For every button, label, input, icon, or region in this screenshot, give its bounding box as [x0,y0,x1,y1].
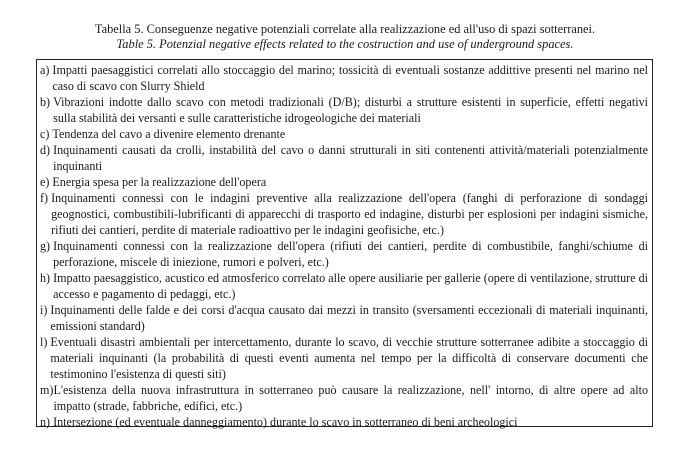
item-label: l) [40,335,51,349]
list-item-b [40,94,648,126]
item-label: n) [40,415,54,429]
table-caption [0,22,690,52]
caption-english: Table 5. Potenzial negative effects related to the costruction and use of underground spaces. [116,37,574,51]
item-label: d) [40,143,54,157]
item-text: Tendenza del cavo a divenire elemento drenante [52,127,286,141]
item-label: h) [40,271,54,285]
item-label: i) [40,303,51,317]
item-label: g) [40,239,54,253]
list-item-i [40,302,648,334]
list-item-h [40,270,648,302]
list-item-l [40,334,648,382]
item-text: Vibrazioni indotte dallo scavo con metodi tradizionali (D/B); disturbi a strutture esistenti in superficie, effetti negativi sulla stabilità dei versanti e sulle caratteristiche idrogeologiche dei materiali [53,95,648,125]
item-text: Eventuali disastri ambientali per intercettamento, durante lo scavo, di vecchie strutture sotterranee adibite a stoccaggio di materiali inquinanti (la probabilità di questi eventi aumenta nel tempo per la difficoltà di conservare documenti che testimonino l'esistenza di questi siti) [50,335,648,381]
item-text: Impatti paesaggistici correlati allo stoccaggio del marino; tossicità di eventuali sostanze addittive presenti nel marino nel caso di scavo con Slurry Shield [52,63,648,93]
list-item-c [40,126,648,142]
item-text: Inquinamenti connessi con la realizzazione dell'opera (rifiuti dei cantieri, perdite di combustibile, fanghi/schiume di perforazione, miscele di iniezione, rumori e polveri, etc.) [53,239,648,269]
item-text: Energia spesa per la realizzazione dell'opera [52,175,267,189]
list-item-a [40,62,648,94]
item-label: a) [40,63,53,77]
effects-table [36,59,653,427]
item-label: b) [40,95,54,109]
item-text: Inquinamenti causati da crolli, instabilità del cavo o danni strutturali in siti contenenti attività/materiali potenzialmente inquinanti [53,143,648,173]
item-label: m) [40,383,54,397]
list-item-e [40,174,648,190]
list-item-d [40,142,648,174]
list-item-n [40,414,648,430]
item-text: Impatto paesaggistico, acustico ed atmosferico correlato alle opere ausiliarie per gallerie (opere di ventilazione, strutture di accesso e pagamento di pedaggi, etc.) [53,271,648,301]
item-label: e) [40,175,53,189]
list-item-g [40,238,648,270]
item-text: Inquinamenti connessi con le indagini preventive alla realizzazione dell'opera (fanghi di perforazione di sondaggi geognostici, combustibili-lubrificanti di apparecchi di trasporto ed indagine, disturbi per esplosioni per indagini sismiche, rifiuti dei cantieri, perdite di materiale radioattivo per le indagini geofisiche, etc.) [51,191,648,237]
caption-italian: Tabella 5. Conseguenze negative potenziali correlate alla realizzazione ed all'uso di spazi sotterranei. [94,22,596,36]
item-label: c) [40,127,53,141]
list-item-f [40,190,648,238]
item-text: Inquinamenti delle falde e dei corsi d'acqua causato dai mezzi in transito (sversamenti eccezionali di materiali inquinanti, emissioni standard) [50,303,648,333]
item-text: L'esistenza della nuova infrastruttura in sotterraneo può causare la realizzazione, nell' intorno, di altre opere ad alto impatto (strade, fabbriche, edifici, etc.) [53,383,648,413]
item-text: Intersezione (ed eventuale danneggiamento) durante lo scavo in sotterraneo di beni archeologici [53,415,518,429]
item-label: f) [40,191,52,205]
list-item-m [40,382,648,414]
effects-list [40,62,648,430]
